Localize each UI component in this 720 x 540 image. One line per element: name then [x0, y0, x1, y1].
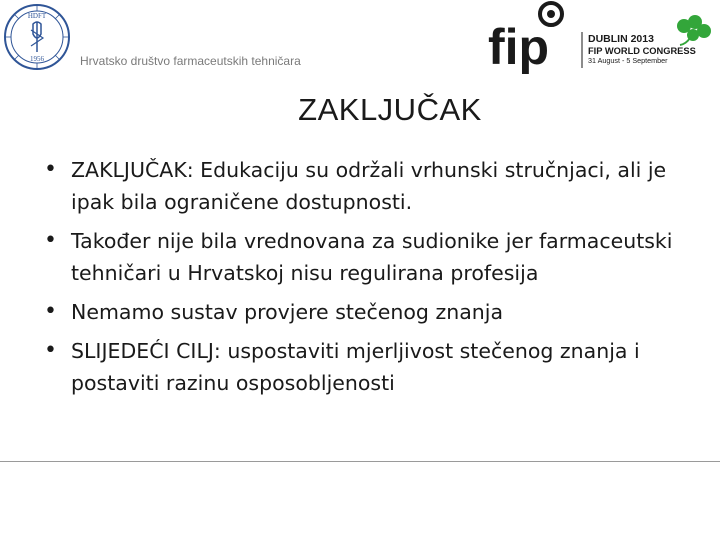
- fip-logo: [486, 0, 576, 74]
- organization-name: Hrvatsko društvo farmaceutskih tehničara: [80, 54, 301, 68]
- slide-header: [0, 0, 720, 80]
- dublin-congress-logo: [580, 14, 720, 74]
- bullet-item: • ZAKLJUČAK: Edukaciju su održali vrhunski stručnjaci, ali je ipak bila ograničene dostupnosti.: [44, 154, 694, 218]
- seal-top-text: HDFT: [27, 12, 47, 20]
- bullet-item: • Nemamo sustav provjere stečenog znanja: [44, 296, 694, 328]
- congress-dates: 31 August - 5 September: [588, 56, 668, 65]
- congress-title-line1: DUBLIN 2013: [588, 33, 654, 45]
- footer-divider: [0, 461, 720, 462]
- bullet-list: [44, 154, 694, 406]
- bullet-item: • SLIJEDEĆI CILJ: uspostaviti mjerljivost stečenog znanja i postaviti razinu osposobljenosti: [44, 335, 694, 399]
- bullet-item: • Također nije bila vrednovana za sudionike jer farmaceutski tehničari u Hrvatskoj nisu regulirana profesija: [44, 225, 694, 289]
- hdft-seal-logo: [2, 2, 72, 72]
- seal-year-text: 1956: [30, 55, 44, 63]
- slide-title: ZAKLJUČAK: [298, 92, 482, 127]
- congress-title-line2: FIP WORLD CONGRESS: [588, 46, 696, 56]
- fip-logo-text: fip: [488, 19, 550, 74]
- shamrock-icon: [677, 15, 711, 45]
